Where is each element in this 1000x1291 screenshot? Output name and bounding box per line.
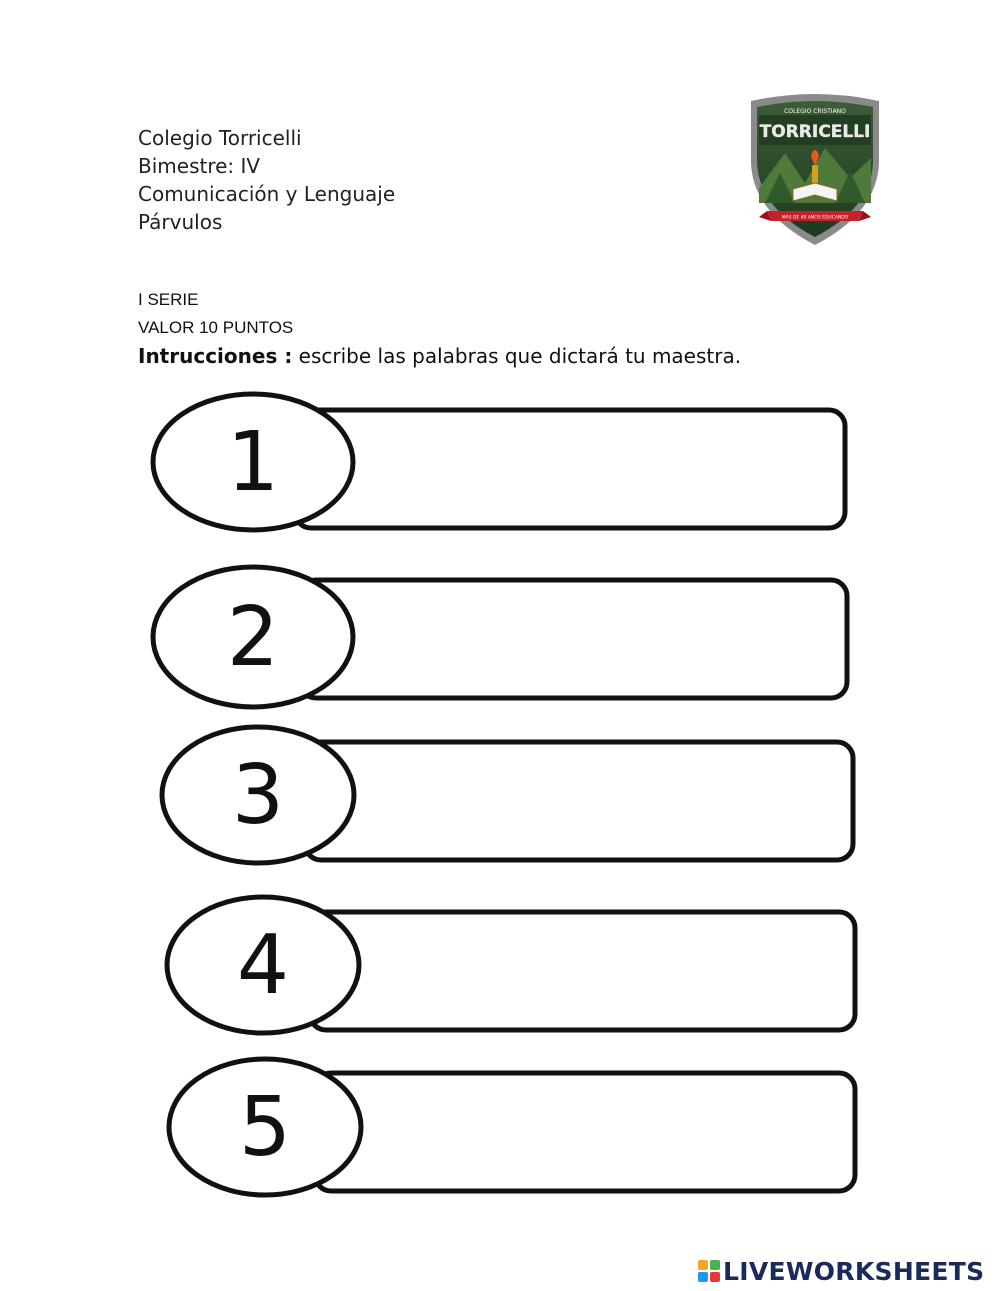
instructions-label: Intrucciones : (138, 344, 293, 368)
liveworksheets-brand-text: LIVEWORKSHEETS (723, 1256, 985, 1286)
answer-box[interactable] (310, 912, 855, 1030)
writing-worksheet (135, 390, 865, 1235)
school-name: Colegio Torricelli (138, 126, 302, 150)
svg-text:MÁS DE 40 AÑOS EDUCANDO: MÁS DE 40 AÑOS EDUCANDO (781, 215, 849, 221)
instructions-text: escribe las palabras que dictará tu maestra. (292, 344, 742, 368)
liveworksheets-logo-icon (697, 1259, 721, 1283)
liveworksheets-brand[interactable] (697, 1256, 984, 1286)
answer-row (153, 394, 845, 530)
subject-label: Comunicación y Lenguaje (138, 182, 396, 206)
item-number: 5 (238, 1080, 292, 1175)
item-number: 1 (226, 415, 280, 510)
answer-row (162, 727, 853, 863)
answer-box[interactable] (315, 1073, 855, 1191)
svg-text:COLEGIO CRISTIANO: COLEGIO CRISTIANO (784, 108, 846, 115)
answer-box[interactable] (305, 742, 853, 860)
term-label: Bimestre: IV (138, 154, 261, 178)
answer-row (167, 897, 855, 1033)
svg-text:TORRICELLI: TORRICELLI (759, 122, 871, 142)
document-header (138, 124, 395, 236)
series-info (138, 286, 293, 342)
answer-row (153, 567, 847, 707)
series-value: VALOR 10 PUNTOS (138, 318, 294, 337)
school-crest-logo (745, 93, 885, 248)
item-number: 2 (226, 590, 280, 685)
item-number: 3 (231, 748, 285, 843)
answer-box[interactable] (295, 410, 845, 528)
series-title: I SERIE (138, 290, 199, 309)
instructions (138, 344, 741, 368)
level-label: Párvulos (138, 210, 223, 234)
answer-box[interactable] (300, 580, 847, 698)
item-number: 4 (236, 918, 290, 1013)
answer-row (169, 1059, 855, 1195)
